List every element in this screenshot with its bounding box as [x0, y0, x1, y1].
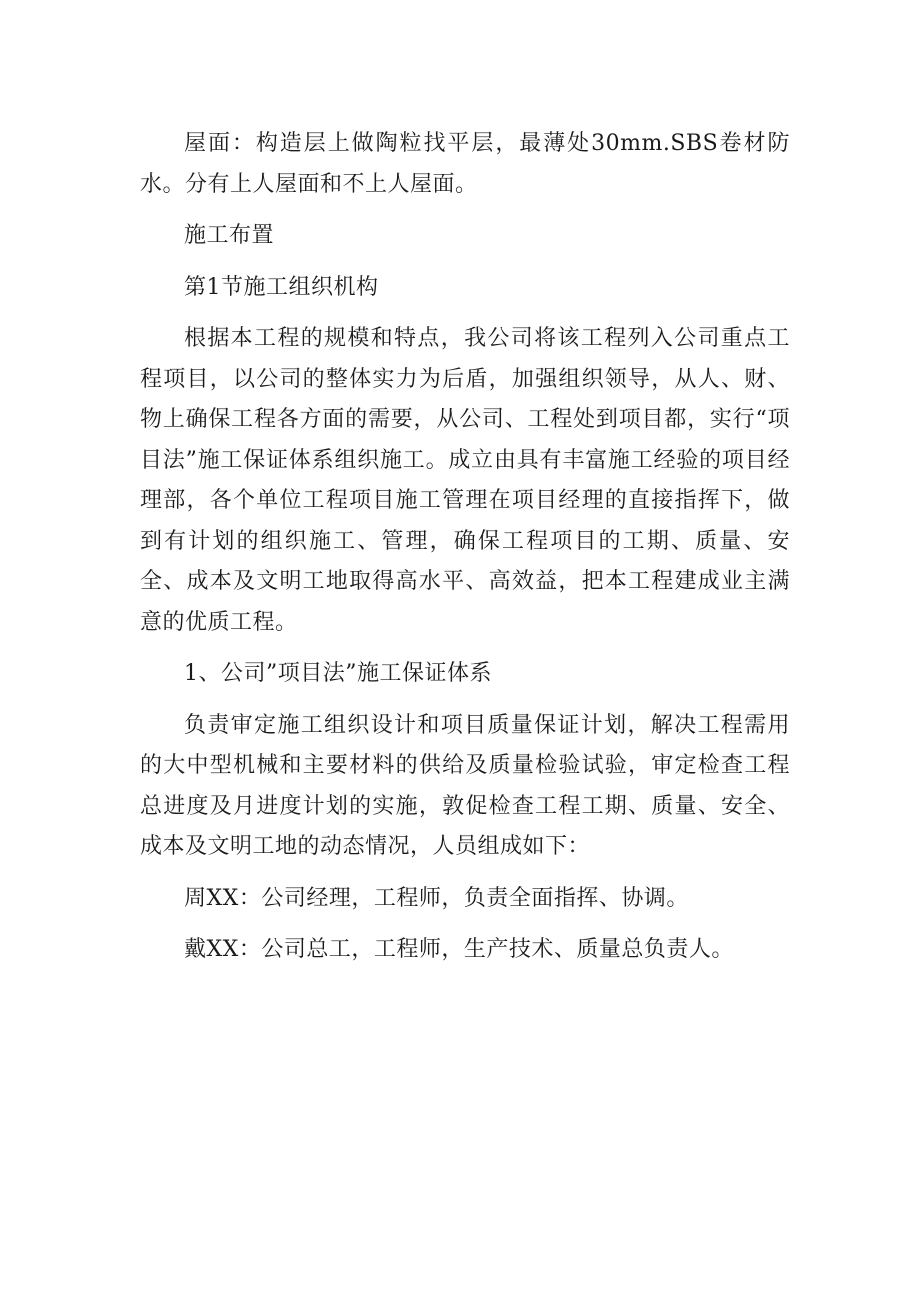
document-body	[140, 124, 790, 982]
paragraph-responsibilities: 负责审定施工组织设计和项目质量保证计划，解决工程需用的大中型机械和主要材料的供给及质量检验试验，审定检查工程总进度及月进度计划的实施，敦促检查工程工期、质量、安全、成本及文明工地的动态情况，人员组成如下：	[140, 712, 790, 859]
heading-section-1: 第1节施工组织机构	[184, 274, 379, 300]
heading-construction-layout: 施工布置	[184, 223, 275, 248]
paragraph-organization: 根据本工程的规模和特点，我公司将该工程列入公司重点工程项目，以公司的整体实力为后盾，加强组织领导，从人、财、物上确保工程各方面的需要，从公司、工程处到项目都，实行“项目法”施工保证体系组织施工。成立由具有丰富施工经验的项目经理部，各个单位工程项目施工管理在项目经理的直接指挥下，做到有计划的组织施工、管理，确保工程项目的工期、质量、安全、成本及文明工地取得高水平、高效益，把本工程建成业主满意的优质工程。	[140, 326, 790, 635]
paragraph-roof: 屋面：构造层上做陶粒找平层，最薄处30mm.SBS卷材防水。分有上人屋面和不上人屋面。	[140, 131, 790, 197]
heading-guarantee-system: 1、公司”项目法”施工保证体系	[184, 661, 492, 686]
paragraph-staff-dai: 戴XX：公司总工，工程师，生产技术、质量总负责人。	[184, 937, 734, 962]
paragraph-staff-zhou: 周XX：公司经理，工程师，负责全面指挥、协调。	[184, 885, 689, 911]
